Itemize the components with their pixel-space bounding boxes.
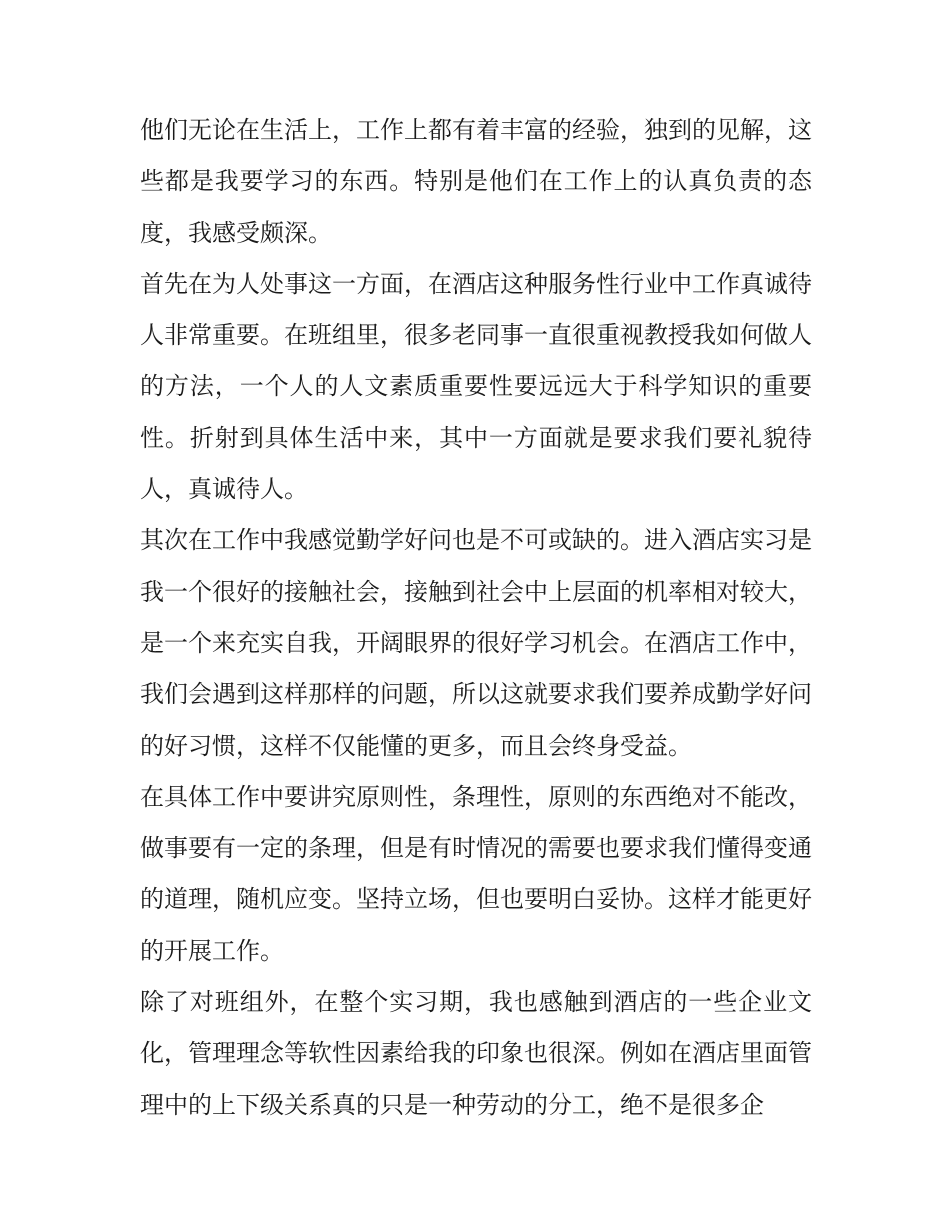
paragraph-1: 他们无论在生活上，工作上都有着丰富的经验，独到的见解，这些都是我要学习的东西。特别是他们在工作上的认真负责的态度，我感受颇深。 xyxy=(140,116,812,247)
body-text xyxy=(140,105,812,1131)
paragraph-2: 首先在为人处事这一方面，在酒店这种服务性行业中工作真诚待人非常重要。在班组里，很多老同事一直很重视教授我如何做人的方法，一个人的人文素质重要性要远远大于科学知识的重要性。折射到具体生活中来，其中一方面就是要求我们要礼貌待人，真诚待人。 xyxy=(140,269,812,504)
paragraph-4: 在具体工作中要讲究原则性，条理性，原则的东西绝对不能改，做事要有一定的条理，但是有时情况的需要也要求我们懂得变通的道理，随机应变。坚持立场，但也要明白妥协。这样才能更好的开展工作。 xyxy=(140,782,812,965)
paragraph-3: 其次在工作中我感觉勤学好问也是不可或缺的。进入酒店实习是我一个很好的接触社会，接触到社会中上层面的机率相对较大，是一个来充实自我，开阔眼界的很好学习机会。在酒店工作中，我们会遇到这样那样的问题，所以这就要求我们要养成勤学好问的好习惯，这样不仅能懂的更多，而且会终身受益。 xyxy=(140,526,812,760)
paragraph-5: 除了对班组外，在整个实习期，我也感触到酒店的一些企业文化，管理理念等软性因素给我的印象也很深。例如在酒店里面管理中的上下级关系真的只是一种劳动的分工，绝不是很多企 xyxy=(140,988,812,1119)
